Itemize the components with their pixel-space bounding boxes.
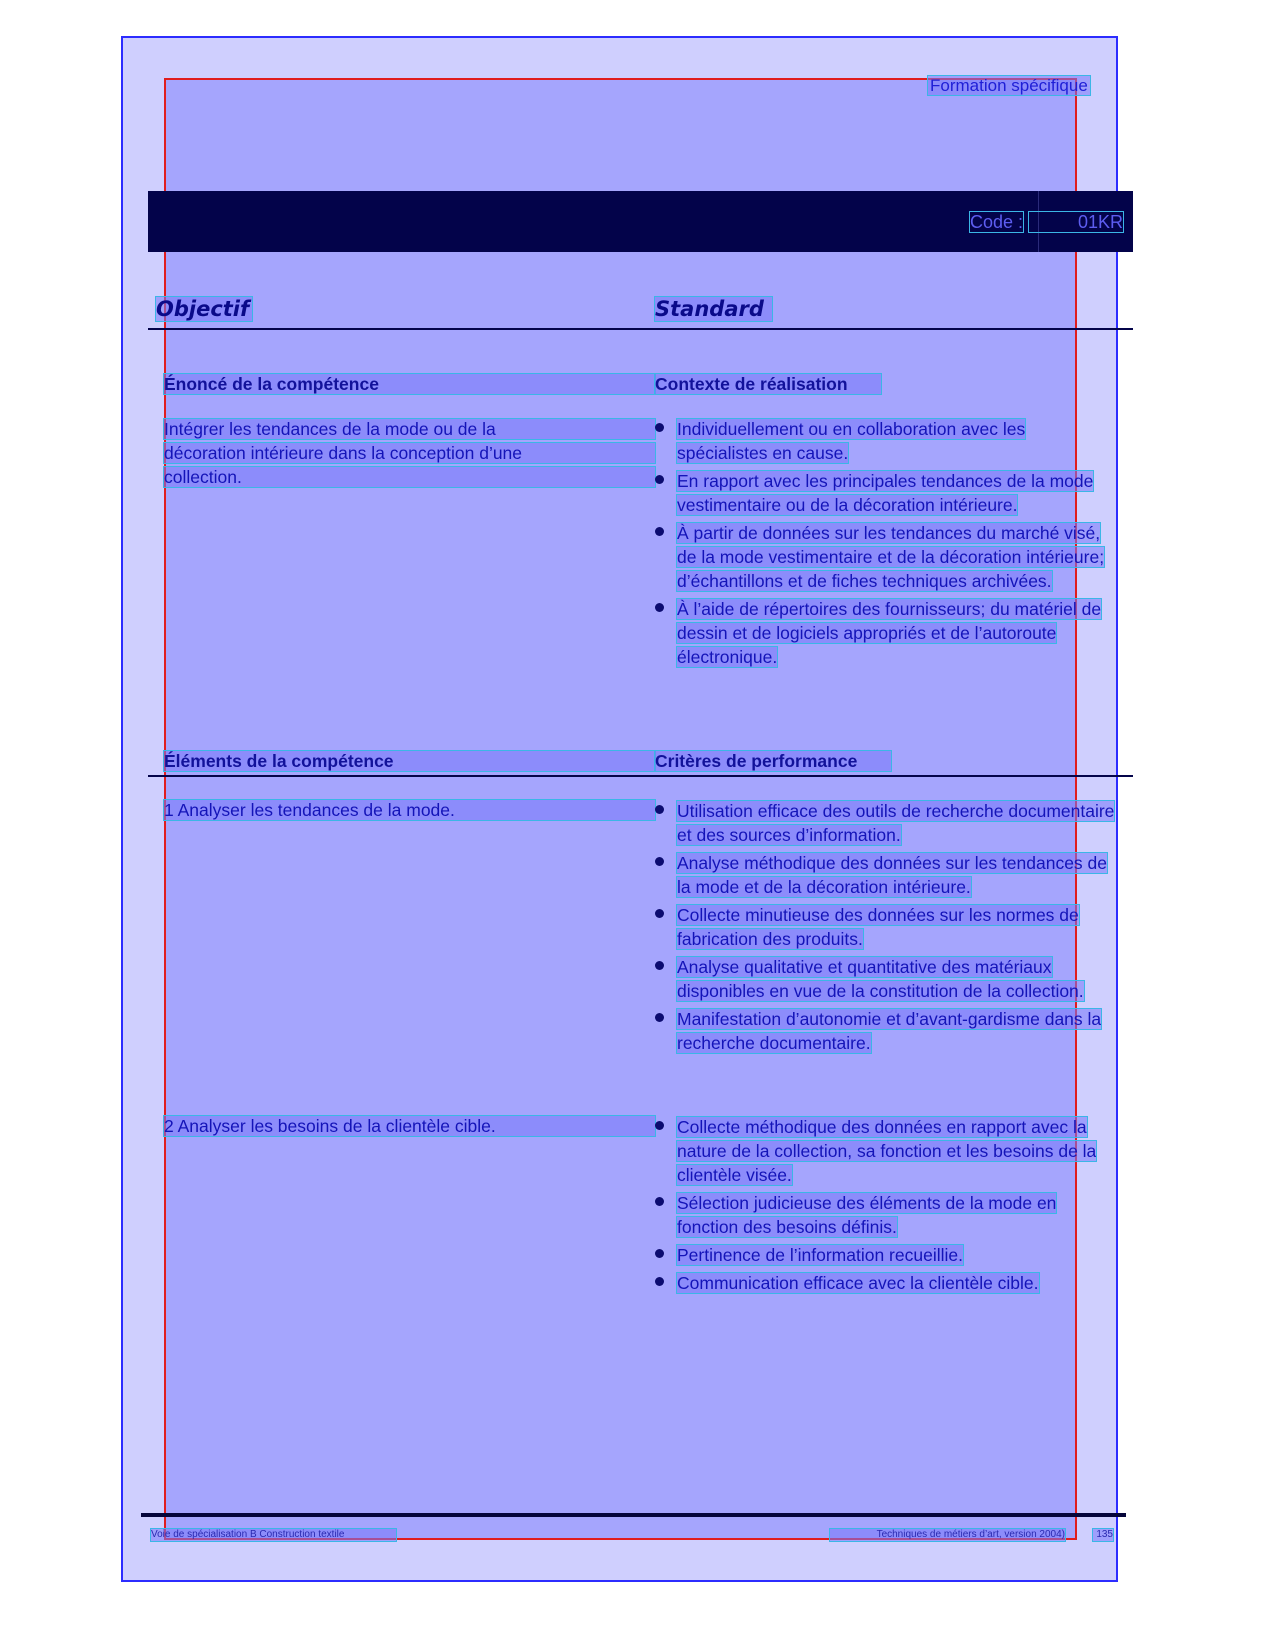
footer-left: Voie de spécialisation B Construction textile: [151, 1529, 396, 1541]
enonce-line: collection.: [164, 467, 655, 487]
critere-text: Utilisation efficace des outils de recherche documentaire et des sources d’information.: [677, 801, 1115, 845]
list-item: [655, 417, 1118, 465]
criteres-heading: Critères de performance: [655, 751, 891, 771]
list-item: [655, 597, 1118, 669]
list-item: [655, 469, 1118, 517]
footer-rule: [141, 1513, 1126, 1517]
bullet-icon: [655, 1121, 664, 1130]
list-item: [655, 851, 1118, 899]
critere-text: Communication efficace avec la clientèle cible.: [677, 1273, 1039, 1293]
critere-text: Collecte méthodique des données en rapport avec la nature de la collection, sa fonction et les besoins de la clientèle visée.: [677, 1117, 1097, 1185]
critere-text: Analyse méthodique des données sur les tendances de la mode et de la décoration intérieure.: [677, 853, 1108, 897]
contexte-item-text: En rapport avec les principales tendances de la mode vestimentaire ou de la décoration intérieure.: [677, 471, 1094, 515]
list-item: [655, 1271, 1118, 1295]
code-value: 01KR: [1029, 212, 1123, 232]
elements-heading: Éléments de la compétence: [164, 751, 655, 771]
bullet-icon: [655, 857, 664, 866]
contexte-list: [655, 417, 1118, 673]
critere-text: Manifestation d’autonomie et d’avant-gardisme dans la recherche documentaire.: [677, 1009, 1102, 1053]
elements-rule: [148, 775, 1133, 777]
code-label: Code :: [970, 212, 1024, 232]
bullet-icon: [655, 1013, 664, 1022]
objectif-heading: Objectif: [156, 297, 252, 321]
contexte-heading: Contexte de réalisation: [655, 374, 881, 394]
list-item: [655, 521, 1118, 593]
critere-text: Analyse qualitative et quantitative des matériaux disponibles en vue de la constitution de la collection.: [677, 957, 1084, 1001]
list-item: [655, 1243, 1118, 1267]
criteres-list-1: [655, 799, 1118, 1059]
bullet-icon: [655, 1249, 664, 1258]
enonce-line: Intégrer les tendances de la mode ou de la: [164, 419, 655, 439]
bullet-icon: [655, 805, 664, 814]
bullet-icon: [655, 603, 664, 612]
formation-label: Formation spécifique: [930, 76, 1088, 95]
critere-text: Sélection judicieuse des éléments de la mode en fonction des besoins définis.: [677, 1193, 1057, 1237]
enonce-line: décoration intérieure dans la conception d’une: [164, 443, 655, 463]
critere-text: Pertinence de l’information recueillie.: [677, 1245, 963, 1265]
list-item: [655, 1115, 1118, 1187]
bullet-icon: [655, 1197, 664, 1206]
contexte-item-text: Individuellement ou en collaboration avec les spécialistes en cause.: [677, 419, 1026, 463]
element-2-label: 2 Analyser les besoins de la clientèle cible.: [164, 1116, 655, 1136]
enonce-heading: Énoncé de la compétence: [164, 374, 655, 394]
contexte-item-text: À partir de données sur les tendances du marché visé, de la mode vestimentaire et de la décoration intérieure; d’échantillons et de fiches techniques archivées.: [677, 523, 1105, 591]
bullet-icon: [655, 423, 664, 432]
list-item: [655, 1191, 1118, 1239]
page-number: 135: [1093, 1529, 1113, 1541]
list-item: [655, 903, 1118, 951]
list-item: [655, 799, 1118, 847]
list-item: [655, 955, 1118, 1003]
bullet-icon: [655, 1277, 664, 1286]
bullet-icon: [655, 961, 664, 970]
bullet-icon: [655, 527, 664, 536]
footer-right: Techniques de métiers d’art, version 2004): [830, 1529, 1065, 1541]
standard-heading: Standard: [655, 297, 772, 321]
critere-text: Collecte minutieuse des données sur les normes de fabrication des produits.: [677, 905, 1079, 949]
criteres-list-2: [655, 1115, 1118, 1299]
bullet-icon: [655, 909, 664, 918]
element-1-label: 1 Analyser les tendances de la mode.: [164, 800, 655, 820]
contexte-item-text: À l’aide de répertoires des fournisseurs; du matériel de dessin et de logiciels appropriés et de l’autoroute électronique.: [677, 599, 1102, 667]
section-rule: [148, 328, 1133, 330]
list-item: [655, 1007, 1118, 1055]
bullet-icon: [655, 475, 664, 484]
